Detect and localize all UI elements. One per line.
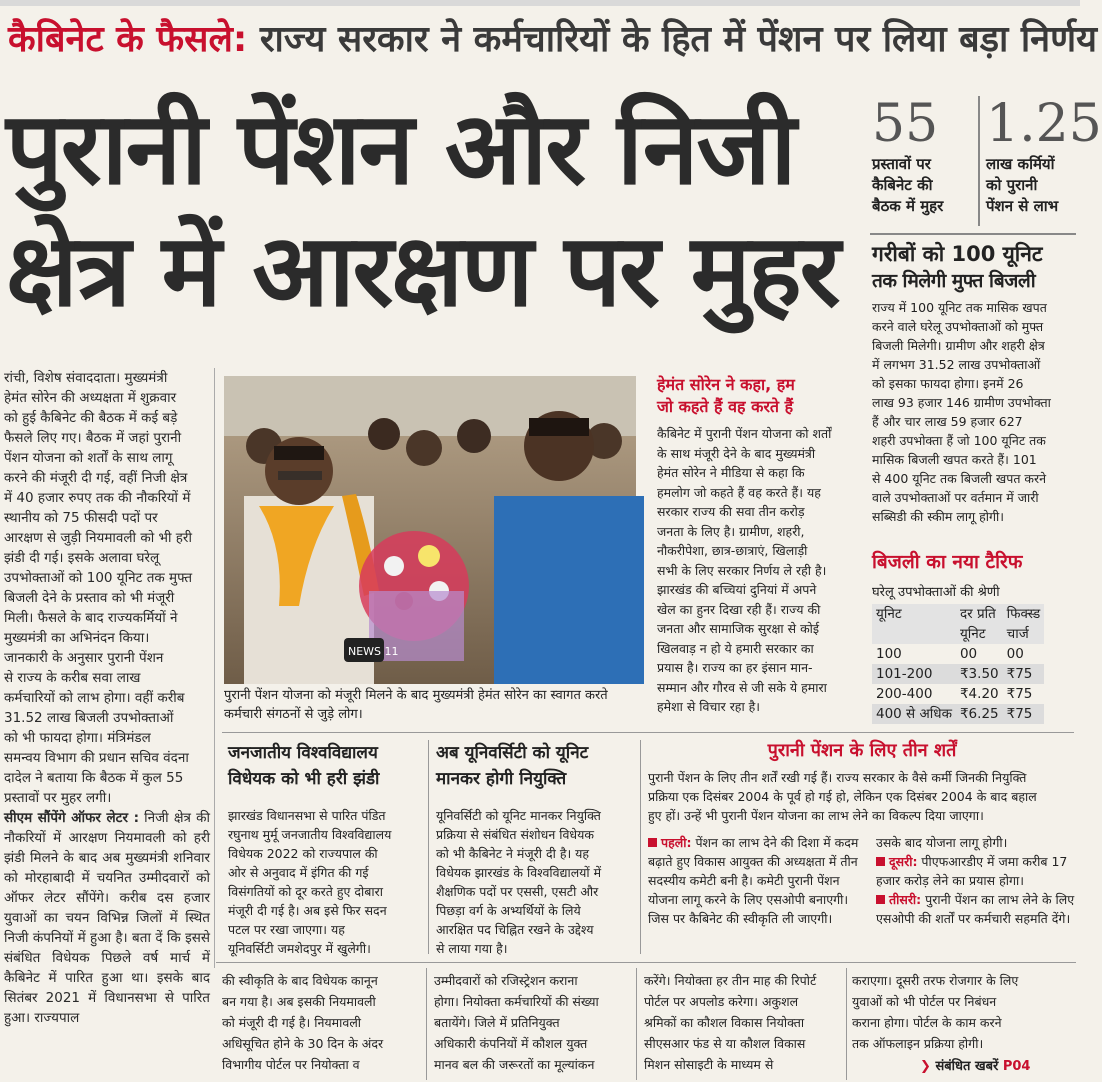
condition-third <box>876 890 1076 928</box>
text-line: क्षेत्र की नौकरियों में आरक्षण <box>4 810 210 846</box>
text-line: कैबिनेट में पुरानी पेंशन योजना को शर्तों <box>657 426 832 441</box>
tribal-body <box>228 806 424 958</box>
tariff-cell: 101-200 <box>876 666 933 682</box>
tariff-row <box>872 644 1044 664</box>
stat-number: 55 <box>872 94 939 154</box>
text-line: पुरानी पेंशन के लिए तीन शर्तें रखी गई हैं। राज्य सरकार के वैसे कर्मी जिनकी नियुक्ति <box>648 770 1027 785</box>
text-line: से लाया गया है। <box>436 941 508 956</box>
text-line: बन गया है। अब इसकी नियमावली <box>222 994 376 1009</box>
tariff-row <box>872 664 1044 684</box>
text-line: मिली। फैसले के बाद राज्यकर्मियों ने <box>4 610 178 626</box>
offer-paragraph <box>4 808 210 1028</box>
condition-label: पहली: <box>661 835 692 850</box>
tariff-header-row <box>872 604 1044 624</box>
tariff-cell: ₹75 <box>1006 686 1033 702</box>
text-line: स्थानीय को 75 फीसदी पदों पर <box>4 510 158 526</box>
mic-label: NEWS 11 <box>348 645 399 658</box>
text-line: निजी <box>144 810 174 826</box>
text-line: मानव बल की जरूरतों का मूल्यांकन <box>434 1057 595 1072</box>
text-line: करने वाले घरेलू उपभोक्ताओं को मुफ्त <box>872 319 1044 334</box>
text-line: से 400 यूनिट तक बिजली खपत करने <box>872 471 1047 486</box>
stat-employees <box>986 94 1102 234</box>
text-line: नौकरीपेशा, छात्र-छात्राएं, खिलाड़ी <box>657 543 808 558</box>
text-line: स्थित निजी कंपनियों में हुआ है। बता <box>4 910 210 946</box>
tariff-row <box>872 684 1044 704</box>
text-line: फैसले लिए गए। बैठक में जहां पुरानी <box>4 430 182 446</box>
stat-proposals <box>872 94 972 234</box>
text-line: बतायेंगे। जिले में प्रतिनियुक्त <box>434 1015 560 1030</box>
stat-line: लाख कर्मियों <box>986 155 1055 173</box>
text-line: सब्सिडी की स्कीम लागू होगी। <box>872 509 1004 524</box>
text-line: करने की मंजूरी दी गई, वहीं निजी क्षेत्र <box>4 470 188 486</box>
text-line: आरक्षण से जुड़ी नियमावली को भी हरी <box>4 530 192 546</box>
text-line: हैं और चार लाख 59 हजार 627 <box>872 414 1023 429</box>
tribal-heading: विधेयक को भी हरी झंडी <box>228 769 380 789</box>
bullet-icon <box>876 895 885 904</box>
related-label: संबंधित खबरें <box>935 1059 999 1074</box>
text-line: कराना होगा। पोर्टल के काम करने <box>852 1015 1002 1030</box>
text-line: की स्वीकृति के बाद विधेयक कानून <box>222 973 378 988</box>
text-line: झारखंड की बच्चियां दुनियां में अपने <box>657 582 817 597</box>
text-line: शैक्षणिक पदों पर एससी, एसटी और <box>436 884 599 899</box>
text-line: श्रमिकों का कौशल विकास नियोक्ता <box>644 1015 805 1030</box>
conditions-heading: पुरानी पेंशन के लिए तीन शर्तें <box>767 740 957 761</box>
text-line: पीएफआरडीए में जमा करीब <box>921 854 1052 869</box>
arrow-icon: ❯ <box>920 1059 931 1074</box>
text-line: होगा। नियोक्ता कर्मचारियों की संख्या <box>434 994 599 1009</box>
tariff-header-row <box>872 624 1044 644</box>
text-line: ओर से अनुवाद में इंगित की गई <box>228 865 369 880</box>
text-line: हेमंत सोरेन ने मीडिया से कहा कि <box>657 465 805 480</box>
conditions-columns <box>648 833 1076 928</box>
condition-label: तीसरी: <box>889 892 922 907</box>
text-line: को मंजूरी दी गई है। नियमावली <box>222 1015 362 1030</box>
text-line: अधिकारी कंपनियों में कौशल युक्त <box>434 1036 588 1051</box>
text-line: बाद अब मुख्यमंत्री शनिवार को <box>4 850 210 886</box>
text-line: वाले उपभोक्ताओं पर वर्तमान में जारी <box>872 490 1039 505</box>
stat-number: 1.25 <box>986 94 1102 154</box>
text-line: अध्यक्षता में तीन सदस्यीय कमेटी बनी <box>648 854 858 888</box>
conditions-section <box>648 738 1076 928</box>
text-line: ऑफर लेटर सौंपेंगे। करीब दस हजार <box>4 890 210 906</box>
text-line: प्रयास है। राज्य का हर इंसान मान- <box>657 660 813 675</box>
text-line: 17 हजार करोड़ लेने का प्रयास होगा। <box>876 854 1068 888</box>
tribal-section <box>228 740 424 958</box>
stat-line: कैबिनेट की <box>872 176 933 194</box>
left-column <box>4 368 210 1028</box>
tariff-header-cell: यूनिट <box>959 626 986 642</box>
text-line: था। इसके बाद सितंबर 2021 में <box>4 970 211 1006</box>
text-line: को भी फायदा होगा। मंत्रिमंडल <box>4 730 151 746</box>
text-line: झंडी दी गई। इसके अलावा घरेलू <box>4 550 160 566</box>
divider <box>428 740 429 954</box>
text-line: विसंगतियों को दूर करते हुए दोबारा <box>228 884 383 899</box>
tariff-header-cell: चार्ज <box>1006 626 1029 642</box>
stat-line: को पुरानी <box>986 176 1038 194</box>
text-line: युवाओं को भी पोर्टल पर निबंधन <box>852 994 997 1009</box>
headline-line-2: क्षेत्र में आरक्षण पर मुहर <box>6 212 839 329</box>
text-line: आरक्षित पद चिह्नित रखने के उद्देश्य <box>436 922 594 937</box>
text-line: जनता के लिए है। ग्रामीण, शहरी, <box>657 523 805 539</box>
text-line: सहमति देंगे। <box>1014 911 1071 926</box>
text-line: दादेल ने बताया कि बैठक में कुल 55 <box>4 770 184 786</box>
bottom-col-5 <box>852 970 1076 1054</box>
university-heading: मानकर होगी नियुक्ति <box>436 769 567 789</box>
text-line: करेंगे। नियोक्ता हर तीन माह की रिपोर्ट <box>644 973 817 988</box>
text-line: को इसका फायदा होगा। इनमें 26 <box>872 376 1024 391</box>
text-line: रांची, विशेष संवाददाता। मुख्यमंत्री <box>4 370 168 386</box>
text-line: प्रक्रिया से संबंधित संशोधन विधेयक <box>436 827 594 842</box>
divider <box>640 740 641 954</box>
conditions-intro <box>648 768 1076 825</box>
text-line: सम्मान और गौरव से जी सके ये हमारा <box>657 679 827 695</box>
kicker-label: कैबिनेट के फैसले: <box>8 19 248 60</box>
electricity-heading: तक मिलेगी मुफ्त बिजली <box>872 270 1036 292</box>
text-line: है। कमेटी पुरानी पेंशन योजना लागू <box>648 873 840 907</box>
kicker-line <box>8 14 1098 66</box>
text-line: को हुई कैबिनेट की बैठक में कई बड़े <box>4 410 178 426</box>
text-line: अधिसूचित होने के 30 दिन के अंदर <box>222 1036 384 1051</box>
text-line: पुरानी पेंशन का लाभ लेने <box>925 892 1042 907</box>
electricity-heading: गरीबों को 100 यूनिट <box>872 242 1043 266</box>
text-line: मोरहाबादी में चयनित उम्मीदवारों को <box>24 870 210 886</box>
text-line: नियमावली को हरी झंडी मिलने के <box>4 830 210 866</box>
text-line: शहरी उपभोक्ता हैं जो 100 यूनिट तक <box>872 433 1046 448</box>
bottom-col-2 <box>222 970 418 1075</box>
quote-body <box>657 424 862 717</box>
tariff-cell: ₹4.20 <box>959 686 999 702</box>
stat-line: प्रस्तावों पर <box>872 155 931 173</box>
text-line: को भी कैबिनेट ने मंजूरी दी है। यह <box>436 846 590 861</box>
text-line: प्रस्तावों पर मुहर लगी। <box>4 790 112 806</box>
text-line: सरकार राज्य की सवा तीन करोड़ <box>657 504 805 519</box>
tariff-cell: 00 <box>1006 646 1024 662</box>
university-section <box>436 740 634 958</box>
left-body <box>4 368 210 808</box>
tariff-cell: 100 <box>876 646 902 662</box>
quote-heading: हेमंत सोरेन ने कहा, हम <box>657 375 795 394</box>
divider <box>222 732 1074 733</box>
text-line: राज्य में 100 यूनिट तक मासिक खपत <box>872 300 1047 315</box>
text-line: लाख 93 हजार 146 ग्रामीण उपभोक्ता <box>872 395 1051 410</box>
offer-body <box>4 810 210 1026</box>
text-line: में 40 हजार रुपए तक की नौकरियों में <box>4 490 191 506</box>
condition-label: दूसरी: <box>889 854 918 869</box>
text-line: सीएसआर फंड से या कौशल विकास <box>644 1036 806 1051</box>
condition-text: उसके बाद योजना लागू होगी। <box>876 835 1008 850</box>
text-line: विधानसभा से पारित हुआ। राज्यपाल <box>4 990 210 1026</box>
text-line: जनता और सामाजिक सुरक्षा से कोई <box>657 621 820 636</box>
tariff-cell: ₹75 <box>1006 666 1033 682</box>
text-line: करने के लिए एसओपी बनाएगी। जिस <box>648 892 849 926</box>
condition-second <box>876 852 1076 890</box>
electricity-body <box>872 298 1076 526</box>
kicker-text: राज्य सरकार ने कर्मचारियों के हित में पेंशन पर लिया बड़ा निर्णय <box>259 19 1098 60</box>
crowd-image <box>224 376 636 684</box>
text-line: विधेयक झारखंड के विश्वविद्यालयों में <box>436 865 602 880</box>
text-line: वर्ष मार्च में कैबिनेट में पारित हुआ <box>4 950 210 986</box>
text-line: युवाओं का चयन विभिन्न जिलों में <box>4 910 186 926</box>
text-line: मुख्यमंत्री का अभिनंदन किया। <box>4 630 150 646</box>
bullet-icon <box>648 838 657 847</box>
headline-line-1: पुरानी पेंशन और निजी <box>6 90 795 207</box>
text-line: हमलोग जो कहते हैं वह करते हैं। यह <box>657 484 821 500</box>
text-line: यूनिवर्सिटी जमशेदपुर में खुलेगी। <box>228 941 371 956</box>
text-line: पिछड़ा वर्ग के अभ्यर्थियों के लिये <box>436 903 581 918</box>
tariff-section <box>872 548 1076 724</box>
divider <box>846 968 847 1080</box>
photo-caption: पुरानी पेंशन योजना को मंजूरी मिलने के बाद मुख्यमंत्री हेमंत सोरेन का स्वागत करते कर्मचारी संगठनों से जुड़े लोग। <box>224 688 608 722</box>
text-line: यूनिवर्सिटी को यूनिट मानकर नियुक्ति <box>436 808 601 823</box>
text-line: खेल का हुनर दिखा रही हैं। राज्य की <box>657 601 821 617</box>
university-heading: अब यूनिवर्सिटी को यूनिट <box>436 743 589 763</box>
text-line: हमेशा से विचार रहा है। <box>657 699 761 714</box>
text-line: खिलवाड़ न हो ये हमारी सरकार का <box>657 640 814 656</box>
related-news[interactable] <box>920 1056 1030 1074</box>
tariff-header-cell: फिक्स्ड <box>1006 606 1041 622</box>
tariff-cell: 00 <box>959 646 978 662</box>
text-line: सभी के लिए सरकार निर्णय ले रही है। <box>657 562 827 578</box>
text-line: पटल पर रखा जाएगा। यह <box>228 922 345 937</box>
tariff-heading: बिजली का नया टैरिफ <box>872 551 1023 573</box>
tariff-cell: ₹75 <box>1006 706 1033 722</box>
tariff-row <box>872 704 1044 724</box>
condition-others <box>876 833 1076 928</box>
text-line: तक ऑफलाइन प्रक्रिया होगी। <box>852 1036 984 1051</box>
divider <box>636 968 637 1080</box>
text-line: पर कैबिनेट की स्वीकृति ली जाएगी। <box>672 911 833 926</box>
text-line: समन्वय विभाग की प्रधान सचिव वंदना <box>4 750 189 766</box>
text-line: दें कि इससे संबंधित विधेयक पिछले <box>4 930 211 966</box>
text-line: कर्मचारियों को लाभ होगा। वहीं करीब <box>4 690 185 706</box>
text-line: जानकारी के अनुसार पुरानी पेंशन <box>4 650 164 666</box>
divider <box>426 968 427 1080</box>
text-line: विधेयक 2022 को राज्यपाल की <box>228 846 378 861</box>
text-line: मिशन सोसाइटी के माध्यम से <box>644 1057 774 1072</box>
university-body <box>436 806 634 958</box>
divider <box>214 368 215 968</box>
text-line: रघुनाथ मुर्मू जनजातीय विश्वविद्यालय <box>228 827 392 842</box>
tariff-cell: ₹6.25 <box>959 706 999 722</box>
divider <box>978 96 980 226</box>
text-line: हेमंत सोरेन की अध्यक्षता में शुक्रवार <box>4 390 177 406</box>
text-line: बिजली देने के प्रस्ताव को भी मंजूरी <box>4 590 175 606</box>
text-line: में लगभग 31.52 लाख उपभोक्ताओं <box>872 357 1041 372</box>
tribal-heading: जनजातीय विश्वविद्यालय <box>228 743 378 763</box>
electricity-section <box>872 240 1076 526</box>
divider <box>216 962 1076 963</box>
bottom-col-4 <box>644 970 840 1075</box>
tariff-cell: ₹3.50 <box>959 666 999 682</box>
text-line: से राज्य के करीब सवा लाख <box>4 670 141 686</box>
text-line: कराएगा। दूसरी तरफ रोजगार के लिए <box>852 973 1019 988</box>
condition-first <box>648 833 868 928</box>
text-line: बिजली मिलेगी। ग्रामीण और शहरी क्षेत्र <box>872 338 1045 353</box>
text-line: मंजूरी दी गई है। अब इसे फिर सदन <box>228 903 387 918</box>
main-headline <box>6 88 856 332</box>
text-line: में कदम बढ़ाते हुए विकास आयुक्त की <box>648 835 859 869</box>
stat-line: बैठक में मुहर <box>872 197 944 215</box>
quote-heading: जो कहते हैं वह करते हैं <box>657 397 794 416</box>
bullet-icon <box>876 857 885 866</box>
tariff-header-cell <box>872 624 956 644</box>
quote-section <box>657 374 862 717</box>
text-line: के लिए एसओपी की शर्तों पर कर्मचारी <box>876 892 1075 926</box>
text-line: पेंशन का लाभ देने की दिशा <box>695 835 824 850</box>
tariff-header-cell: यूनिट <box>876 606 902 622</box>
text-line: मासिक बिजली खपत करते हैं। 101 <box>872 452 1037 467</box>
text-line: पेंशन योजना को शर्तों के साथ लागू <box>4 450 173 466</box>
text-line: पोर्टल पर अपलोड करेगा। अकुशल <box>644 994 799 1009</box>
text-line: विभागीय पोर्टल पर नियोक्ता व <box>222 1057 360 1072</box>
tariff-header-cell: दर प्रति <box>959 606 996 622</box>
news-photo <box>224 376 636 684</box>
text-line: उपभोक्ताओं को 100 यूनिट तक मुफ्त <box>4 570 193 586</box>
text-line: के साथ मंजूरी देने के बाद मुख्यमंत्री <box>657 445 816 461</box>
divider <box>870 233 1076 235</box>
text-line: उम्मीदवारों को रजिस्ट्रेशन कराना <box>434 973 578 988</box>
tariff-cell: 200-400 <box>876 686 933 702</box>
text-line: हुए हों। उन्हें भी पुरानी पेंशन योजना का लाभ लेने का विकल्प दिया जाएगा। <box>648 808 984 823</box>
bottom-col-3 <box>434 970 630 1075</box>
text-line: 31.52 लाख बिजली उपभोक्ताओं <box>4 710 174 726</box>
offer-label: सीएम सौंपेंगे ऑफर लेटर : <box>4 810 139 826</box>
tariff-table <box>872 604 1044 724</box>
top-strip <box>0 0 1080 6</box>
text-line: प्रक्रिया एक दिसंबर 2004 के पूर्व हो गई हो, लेकिन एक दिसंबर 2004 के बाद बहाल <box>648 789 1037 804</box>
text-line: झारखंड विधानसभा से पारित पंडित <box>228 808 386 823</box>
tariff-subheading: घरेलू उपभोक्ताओं की श्रेणी <box>872 585 1000 600</box>
stat-line: पेंशन से लाभ <box>986 197 1059 215</box>
page-ref: P04 <box>1002 1059 1031 1074</box>
tariff-cell: 400 से अधिक <box>876 706 952 722</box>
